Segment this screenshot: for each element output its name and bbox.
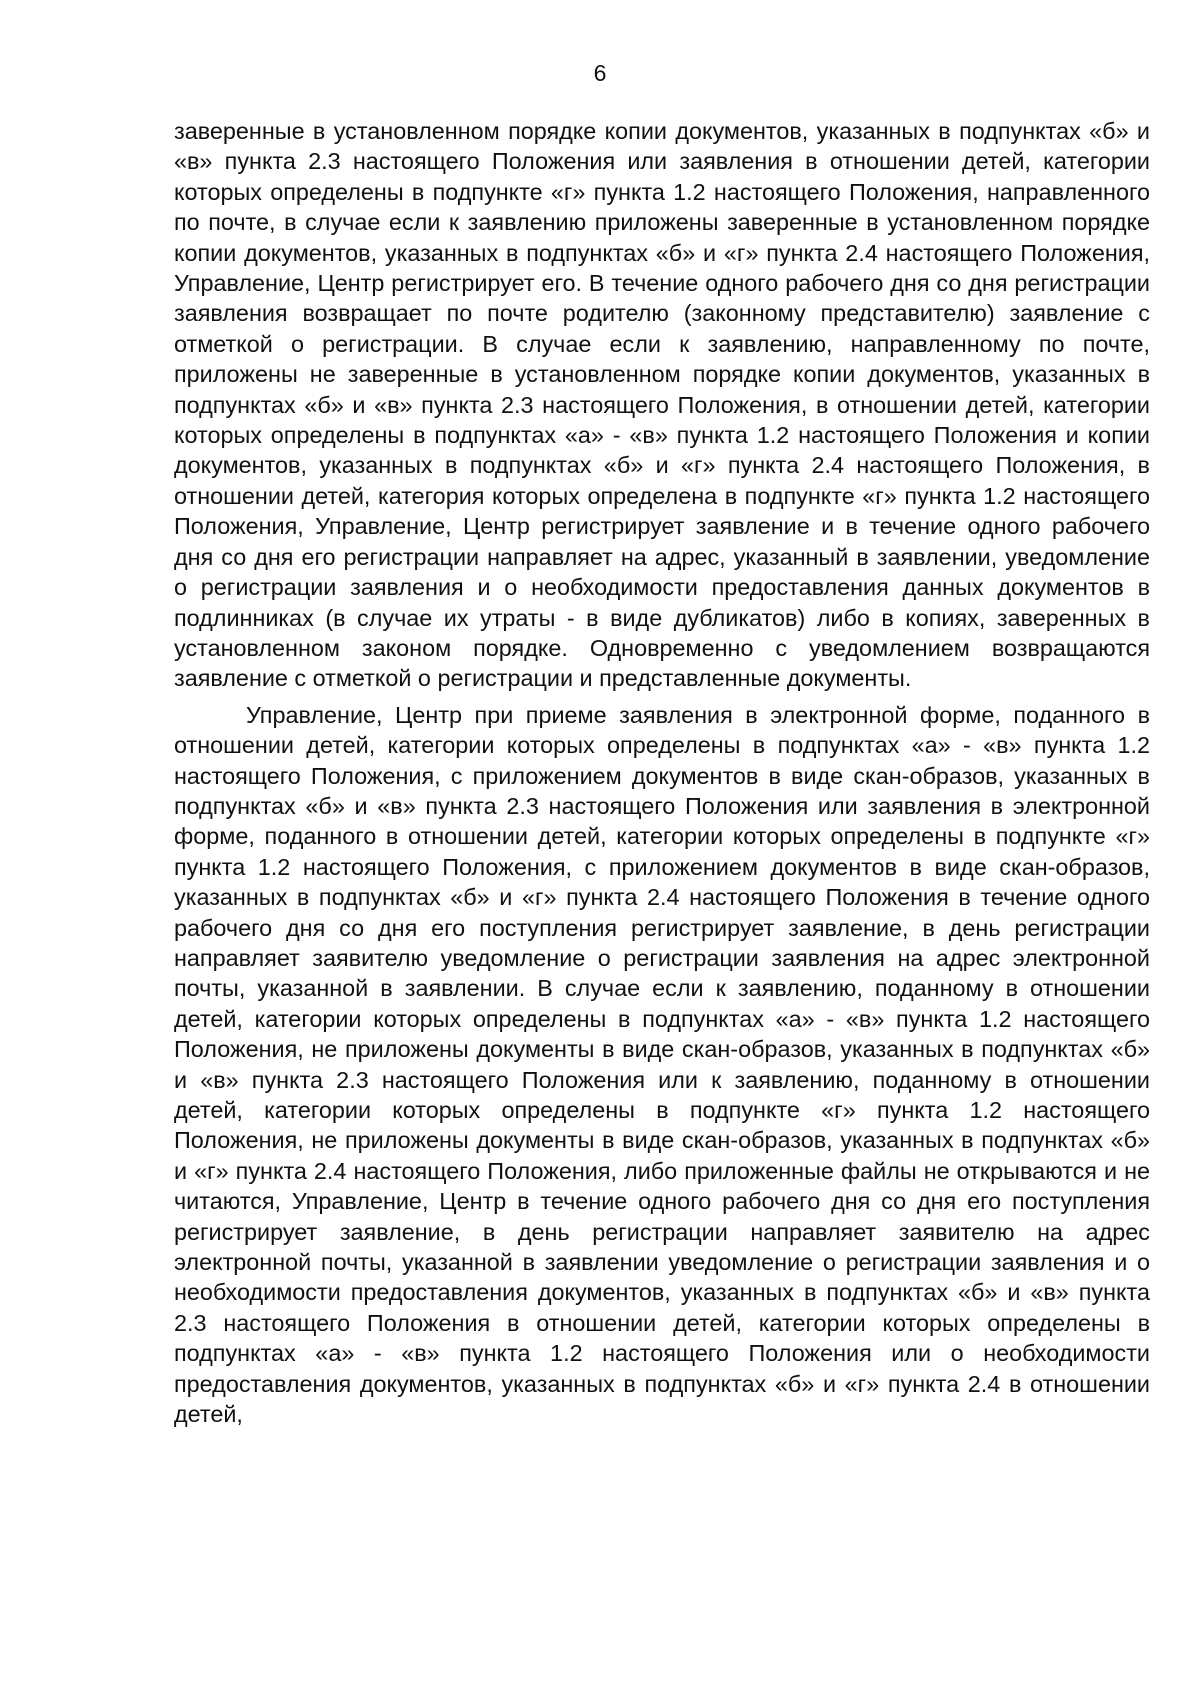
paragraph-electronic-application: Управление, Центр при приеме заявления в электронной форме, поданного в отношении детей, категории которых определены в подпунктах «а» - «в» пункта 1.2 настоящего Положения, с приложением документов в виде скан-образов, указанных в подпунктах «б» и «в» пункта 2.3 настоящего Положения или заявления в электронной форме, поданного в отношении детей, категории которых определены в подпункте «г» пункта 1.2 настоящего Положения, с приложением документов в виде скан-образов, указанных в подпунктах «б» и «г» пункта 2.4 настоящего Положения в течение одного рабочего дня со дня его поступления регистрирует заявление, в день регистрации направляет заявителю уведомление о регистрации заявления на адрес электронной почты, указанной в заявлении. В случае если к заявлению, поданному в отношении детей, категории которых определены в подпунктах «а» - «в» пункта 1.2 настоящего Положения, не приложены документы в виде скан-образов, указанных в подпунктах «б» и «в» пункта 2.3 настоящего Положения или к заявлению, поданному в отношении детей, категории которых определены в подпункте «г» пункта 1.2 настоящего Положения, не приложены документы в виде скан-образов, указанных в подпунктах «б» и «г» пункта 2.4 настоящего Положения, либо приложенные файлы не открываются и не читаются, Управление, Центр в течение одного рабочего дня со дня его поступления регистрирует заявление, в день регистрации направляет заявителю на адрес электронной почты, указанной в заявлении уведомление о регистрации заявления и о необходимости предоставления документов, указанных в подпунктах «б» и «в» пункта 2.3 настоящего Положения в отношении детей, категории которых определены в подпунктах «а» - «в» пункта 1.2 настоящего Положения или о необходимости предоставления документов, указанных в подпунктах «б» и «г» пункта 2.4 в отношении детей, [174,701,1150,1428]
document-body [174,116,1150,1429]
page-number: 6 [593,60,607,86]
paragraph-continuation: заверенные в установленном порядке копии документов, указанных в подпунктах «б» и «в» пункта 2.3 настоящего Положения или заявления в отношении детей, категории которых определены в подпункте «г» пункта 1.2 настоящего Положения, направленного по почте, в случае если к заявлению приложены заверенные в установленном порядке копии документов, указанных в подпунктах «б» и «г» пункта 2.4 настоящего Положения, Управление, Центр регистрирует его. В течение одного рабочего дня со дня регистрации заявления возвращает по почте родителю (законному представителю) заявление с отметкой о регистрации. В случае если к заявлению, направленному по почте, приложены не заверенные в установленном порядке копии документов, указанных в подпунктах «б» и «в» пункта 2.3 настоящего Положения, в отношении детей, категории которых определены в подпунктах «а» - «в» пункта 1.2 настоящего Положения и копии документов, указанных в подпунктах «б» и «г» пункта 2.4 настоящего Положения, в отношении детей, категория которых определена в подпункте «г» пункта 1.2 настоящего Положения, Управление, Центр регистрирует заявление и в течение одного рабочего дня со дня его регистрации направляет на адрес, указанный в заявлении, уведомление о регистрации заявления и о необходимости предоставления данных документов в подлинниках (в случае их утраты - в виде дубликатов) либо в копиях, заверенных в установленном законом порядке. Одновременно с уведомлением возвращаются заявление с отметкой о регистрации и представленные документы. [174,118,1150,692]
